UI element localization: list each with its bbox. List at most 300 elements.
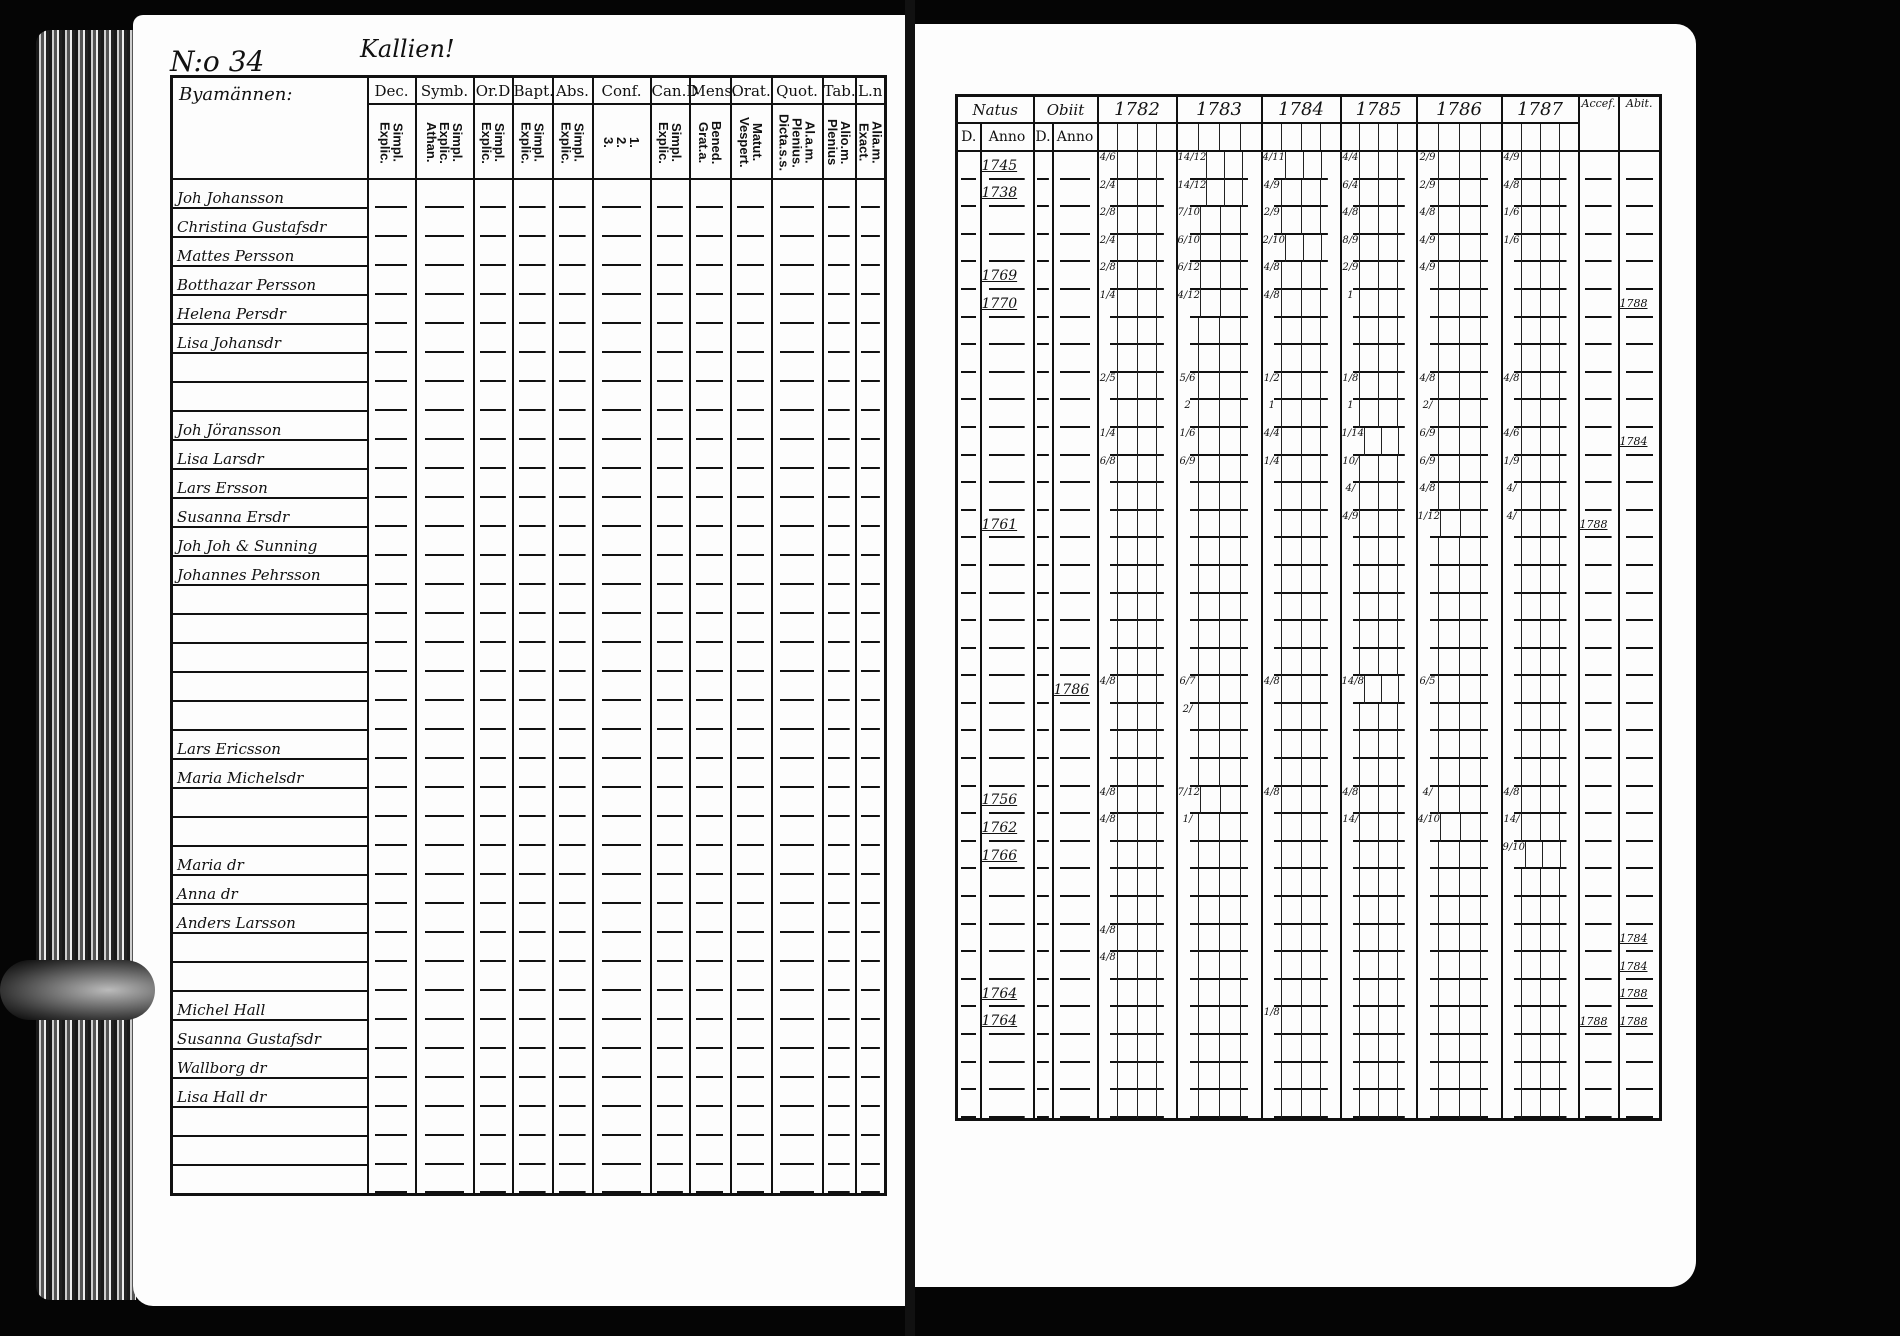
mark-cell <box>651 991 690 1020</box>
year-cell <box>1098 594 1177 622</box>
mark-cell <box>651 266 690 295</box>
table-row <box>957 345 1661 373</box>
anno-header: Anno <box>981 123 1034 151</box>
mark-cell <box>823 324 856 353</box>
table-row <box>957 759 1661 787</box>
person-name: Anders Larsson <box>172 904 368 933</box>
mark-cell <box>513 788 553 817</box>
mark-cell <box>823 585 856 614</box>
mark-cell <box>823 1136 856 1165</box>
tally-mark: 4/8 <box>1099 924 1116 936</box>
mark-cell <box>690 875 731 904</box>
abit-year <box>1619 814 1661 842</box>
tally-mark <box>1178 621 1198 649</box>
mark-cell <box>553 730 593 759</box>
natus-year <box>981 235 1034 263</box>
tally-mark <box>1342 594 1360 622</box>
mark-cell <box>772 324 823 353</box>
year-cell <box>1341 235 1417 263</box>
mark-cell <box>416 1136 474 1165</box>
mark-cell <box>513 469 553 498</box>
mark-cell <box>368 382 416 411</box>
mark-cell <box>513 382 553 411</box>
year-cell <box>1502 897 1579 925</box>
tally-mark <box>1099 897 1118 925</box>
mark-cell <box>651 875 690 904</box>
tally-mark: 1/6 <box>1503 234 1520 246</box>
mark-cell <box>731 266 772 295</box>
mark-cell <box>772 208 823 237</box>
tally-mark: 10/ <box>1342 455 1359 467</box>
person-name: Joh Joh & Sunning <box>172 527 368 556</box>
tally-mark <box>1263 925 1282 953</box>
mark-cell <box>593 411 651 440</box>
abit-year <box>1619 621 1661 649</box>
year-cell <box>1262 566 1341 594</box>
table-row <box>172 440 886 469</box>
tally-mark: 1 <box>1347 400 1354 412</box>
tally-mark <box>1263 897 1282 925</box>
mark-cell <box>416 962 474 991</box>
mark-cell <box>593 1078 651 1107</box>
year-cell <box>1502 1007 1579 1035</box>
tally-mark: 4/ <box>1506 510 1517 522</box>
tally-mark <box>1503 262 1521 290</box>
mark-cell <box>593 614 651 643</box>
mark-cell <box>416 846 474 875</box>
year-cell <box>1341 511 1417 539</box>
mark-cell <box>368 1136 416 1165</box>
mark-cell <box>731 469 772 498</box>
mark-cell <box>772 991 823 1020</box>
year-cell <box>1341 676 1417 704</box>
subheader-label: 1. <box>627 137 642 148</box>
table-row <box>957 428 1661 456</box>
mark-cell <box>474 179 513 208</box>
mark-cell <box>553 904 593 933</box>
natus-day <box>957 428 981 456</box>
tally-mark <box>1342 621 1360 649</box>
year-cell <box>1262 952 1341 980</box>
mark-cell <box>823 614 856 643</box>
abit-year <box>1619 869 1661 897</box>
natus-year <box>981 897 1034 925</box>
mark-cell <box>553 614 593 643</box>
mark-cell <box>731 875 772 904</box>
subheader-label: Explic. <box>558 121 574 164</box>
tally-mark <box>1263 511 1282 539</box>
table-row <box>957 731 1661 759</box>
tally-mark <box>1418 566 1438 594</box>
year-cell <box>1098 621 1177 649</box>
mark-cell <box>416 585 474 614</box>
tally-mark: 4/8 <box>1419 372 1436 384</box>
year-cell <box>1341 262 1417 290</box>
abit-year <box>1619 262 1661 290</box>
natus-day <box>957 925 981 953</box>
mark-cell <box>553 875 593 904</box>
natus-day <box>957 594 981 622</box>
mark-cell <box>553 1020 593 1049</box>
subheader-label: Bened. <box>709 120 724 165</box>
year-cell <box>1098 262 1177 290</box>
accef-year: 1788 <box>1579 511 1619 539</box>
tally-mark: 2/9 <box>1419 179 1436 191</box>
mark-cell <box>823 266 856 295</box>
mark-cell <box>368 962 416 991</box>
mark-cell <box>856 324 886 353</box>
table-row <box>172 237 886 266</box>
accef-year <box>1579 649 1619 677</box>
tally-mark <box>1503 925 1521 953</box>
tally-mark <box>1418 345 1438 373</box>
abit-year <box>1619 842 1661 870</box>
year-cell <box>1177 566 1262 594</box>
obiit-day <box>1034 814 1053 842</box>
abit-year <box>1619 456 1661 484</box>
abit-year <box>1619 483 1661 511</box>
tally-mark <box>1418 980 1438 1008</box>
tally-mark <box>1099 1063 1118 1091</box>
year-cell <box>1177 814 1262 842</box>
accef-year <box>1579 704 1619 732</box>
tally-mark: 6/12 <box>1177 262 1200 274</box>
mark-cell <box>474 208 513 237</box>
year-cell <box>1502 483 1579 511</box>
mark-cell <box>513 1107 553 1136</box>
abit-header: Abit. <box>1619 96 1661 152</box>
mark-cell <box>474 411 513 440</box>
accef-year: 1788 <box>1579 1007 1619 1035</box>
mark-cell <box>368 556 416 585</box>
table-row <box>957 538 1661 566</box>
tally-mark <box>1503 538 1521 566</box>
year-cell <box>1417 759 1502 787</box>
table-row <box>172 759 886 788</box>
year-cell <box>1262 290 1341 318</box>
mark-cell <box>368 440 416 469</box>
tally-mark <box>1418 318 1438 346</box>
tally-mark <box>1263 952 1282 980</box>
table-row <box>957 980 1661 1008</box>
obiit-day <box>1034 787 1053 815</box>
table-row <box>957 262 1661 290</box>
tally-mark <box>1178 897 1198 925</box>
tally-mark <box>1342 318 1360 346</box>
tally-mark <box>1178 842 1198 870</box>
column-subheader <box>593 104 651 179</box>
mark-cell <box>416 614 474 643</box>
year-cell <box>1417 1035 1502 1063</box>
table-row <box>957 787 1661 815</box>
mark-cell <box>731 527 772 556</box>
subheader-label: Simpl. <box>669 122 684 162</box>
mark-cell <box>651 1165 690 1195</box>
year-cell <box>1177 483 1262 511</box>
subheader-label: Plenius <box>825 119 840 166</box>
abit-year <box>1619 566 1661 594</box>
tally-mark <box>1503 869 1521 897</box>
mark-cell <box>651 469 690 498</box>
table-row <box>172 933 886 962</box>
natus-day <box>957 538 981 566</box>
year-cell <box>1177 842 1262 870</box>
year-cell <box>1098 235 1177 263</box>
natus-year: 1738 <box>981 180 1034 208</box>
tally-mark <box>1178 538 1198 566</box>
obiit-year <box>1053 151 1098 180</box>
natus-day <box>957 897 981 925</box>
mark-cell <box>593 469 651 498</box>
tally-mark <box>1503 980 1521 1008</box>
tally-mark <box>1099 594 1118 622</box>
mark-cell <box>823 672 856 701</box>
mark-cell <box>474 324 513 353</box>
year-cell <box>1177 373 1262 401</box>
table-row <box>172 991 886 1020</box>
mark-cell <box>690 266 731 295</box>
mark-cell <box>731 701 772 730</box>
mark-cell <box>823 1165 856 1195</box>
obiit-year <box>1053 759 1098 787</box>
mark-cell <box>731 904 772 933</box>
natus-year <box>981 925 1034 953</box>
mark-cell <box>553 991 593 1020</box>
mark-cell <box>553 672 593 701</box>
mark-cell <box>690 440 731 469</box>
mark-cell <box>513 585 553 614</box>
accef-year <box>1579 400 1619 428</box>
mark-cell <box>690 817 731 846</box>
abit-year <box>1619 787 1661 815</box>
accef-year <box>1579 1063 1619 1091</box>
tally-mark <box>1178 869 1198 897</box>
mark-cell <box>690 208 731 237</box>
table-row <box>957 649 1661 677</box>
obiit-year <box>1053 345 1098 373</box>
mark-cell <box>593 962 651 991</box>
year-cell <box>1417 290 1502 318</box>
year-cell <box>1502 511 1579 539</box>
tally-mark <box>1178 1007 1198 1035</box>
mark-cell <box>553 179 593 208</box>
table-row <box>957 511 1661 539</box>
tally-mark: 1 <box>1347 289 1354 301</box>
obiit-day <box>1034 1090 1053 1119</box>
mark-cell <box>474 585 513 614</box>
mark-cell <box>593 179 651 208</box>
year-cell <box>1177 262 1262 290</box>
obiit-year <box>1053 180 1098 208</box>
mark-cell <box>690 556 731 585</box>
tally-mark <box>1263 566 1282 594</box>
obiit-year <box>1053 207 1098 235</box>
obiit-day <box>1034 704 1053 732</box>
tally-mark <box>1099 483 1118 511</box>
tally-mark: 4/11 <box>1262 152 1285 163</box>
mark-cell <box>368 817 416 846</box>
accef-year <box>1579 787 1619 815</box>
year-cell <box>1262 814 1341 842</box>
person-name: Lisa Hall dr <box>172 1078 368 1107</box>
obiit-day <box>1034 842 1053 870</box>
mark-cell <box>731 324 772 353</box>
mark-cell <box>731 817 772 846</box>
person-name: Susanna Ersdr <box>172 498 368 527</box>
mark-cell <box>553 817 593 846</box>
tally-mark <box>1099 1007 1118 1035</box>
mark-cell <box>651 179 690 208</box>
mark-cell <box>474 353 513 382</box>
year-cell <box>1341 1090 1417 1119</box>
obiit-year <box>1053 373 1098 401</box>
column-header: Abs. <box>553 77 593 105</box>
mark-cell <box>772 962 823 991</box>
tally-mark: 9/10 <box>1502 841 1525 853</box>
mark-cell <box>474 672 513 701</box>
year-cell <box>1177 290 1262 318</box>
table-row <box>957 925 1661 953</box>
person-name: Lisa Larsdr <box>172 440 368 469</box>
year-cell <box>1177 621 1262 649</box>
accef-year <box>1579 345 1619 373</box>
mark-cell <box>856 788 886 817</box>
natus-day <box>957 1035 981 1063</box>
year-subcolumns <box>1341 123 1417 151</box>
tally-mark <box>1178 1090 1198 1118</box>
mark-cell <box>368 730 416 759</box>
year-cell <box>1417 566 1502 594</box>
mark-cell <box>772 1020 823 1049</box>
year-cell <box>1177 318 1262 346</box>
natus-year: 1764 <box>981 1007 1034 1035</box>
natus-day <box>957 621 981 649</box>
mark-cell <box>772 237 823 266</box>
tally-mark <box>1503 731 1521 759</box>
tally-mark <box>1342 704 1360 732</box>
obiit-day <box>1034 428 1053 456</box>
mark-cell <box>474 875 513 904</box>
mark-cell <box>553 440 593 469</box>
tally-mark: 4/8 <box>1503 372 1520 384</box>
mark-cell <box>731 179 772 208</box>
tally-mark <box>1178 925 1198 953</box>
tally-mark: 4/9 <box>1342 510 1359 522</box>
column-subheader <box>823 104 856 179</box>
table-row <box>172 1107 886 1136</box>
year-cell <box>1098 649 1177 677</box>
obiit-day <box>1034 676 1053 704</box>
tally-mark <box>1503 318 1521 346</box>
column-subheader <box>772 104 823 179</box>
tally-mark <box>1418 538 1438 566</box>
mark-cell <box>651 382 690 411</box>
natus-year <box>981 869 1034 897</box>
year-cell <box>1098 207 1177 235</box>
anno-header: Anno <box>1053 123 1098 151</box>
mark-cell <box>513 1165 553 1195</box>
tally-mark: 14/ <box>1503 814 1520 826</box>
natus-day <box>957 400 981 428</box>
mark-cell <box>731 759 772 788</box>
mark-cell <box>474 1049 513 1078</box>
tally-mark <box>1178 1035 1198 1063</box>
year-cell <box>1177 759 1262 787</box>
subheader-label: Alio.m. <box>838 120 853 165</box>
mark-cell <box>416 730 474 759</box>
mark-cell <box>823 295 856 324</box>
mark-cell <box>651 295 690 324</box>
year-cell <box>1098 456 1177 484</box>
natus-year <box>981 566 1034 594</box>
subheader-label: Simpl. <box>390 122 406 162</box>
subheader-label: Simpl. <box>571 122 587 162</box>
year-cell <box>1502 345 1579 373</box>
mark-cell <box>474 933 513 962</box>
tally-mark <box>1503 594 1521 622</box>
abit-year <box>1619 1063 1661 1091</box>
year-cell <box>1098 676 1177 704</box>
year-cell <box>1417 235 1502 263</box>
obiit-year <box>1053 897 1098 925</box>
obiit-year <box>1053 511 1098 539</box>
obiit-day <box>1034 1035 1053 1063</box>
year-cell <box>1502 594 1579 622</box>
natus-day <box>957 318 981 346</box>
mark-cell <box>474 1020 513 1049</box>
year-cell <box>1341 621 1417 649</box>
year-cell <box>1417 345 1502 373</box>
mark-cell <box>593 556 651 585</box>
abit-year <box>1619 180 1661 208</box>
mark-cell <box>553 933 593 962</box>
obiit-year <box>1053 318 1098 346</box>
mark-cell <box>368 469 416 498</box>
year-cell <box>1098 1035 1177 1063</box>
year-subcolumns <box>1177 123 1262 151</box>
subheader-label: Al.a.m. <box>802 121 818 164</box>
mark-cell <box>553 324 593 353</box>
natus-day <box>957 1007 981 1035</box>
year-cell <box>1262 538 1341 566</box>
mark-cell <box>553 759 593 788</box>
mark-cell <box>856 498 886 527</box>
year-cell <box>1502 649 1579 677</box>
mark-cell <box>690 498 731 527</box>
mark-cell <box>731 440 772 469</box>
tally-mark: 4/ <box>1422 786 1433 798</box>
year-cell <box>1341 290 1417 318</box>
name-header-text: Byamännen: <box>179 84 293 105</box>
year-cell <box>1262 151 1341 180</box>
mark-cell <box>856 672 886 701</box>
mark-cell <box>368 1165 416 1195</box>
table-row <box>172 556 886 585</box>
tally-mark: 1/14 <box>1341 427 1364 439</box>
mark-cell <box>474 527 513 556</box>
subheader-label: Explic. <box>437 121 452 164</box>
year-cell <box>1417 704 1502 732</box>
mark-cell <box>731 585 772 614</box>
mark-cell <box>416 1165 474 1195</box>
year-cell <box>1502 318 1579 346</box>
tally-mark <box>1342 1035 1360 1063</box>
mark-cell <box>690 1049 731 1078</box>
mark-cell <box>553 1078 593 1107</box>
mark-cell <box>513 295 553 324</box>
tally-mark: 4/6 <box>1503 427 1520 439</box>
tally-mark <box>1178 566 1198 594</box>
